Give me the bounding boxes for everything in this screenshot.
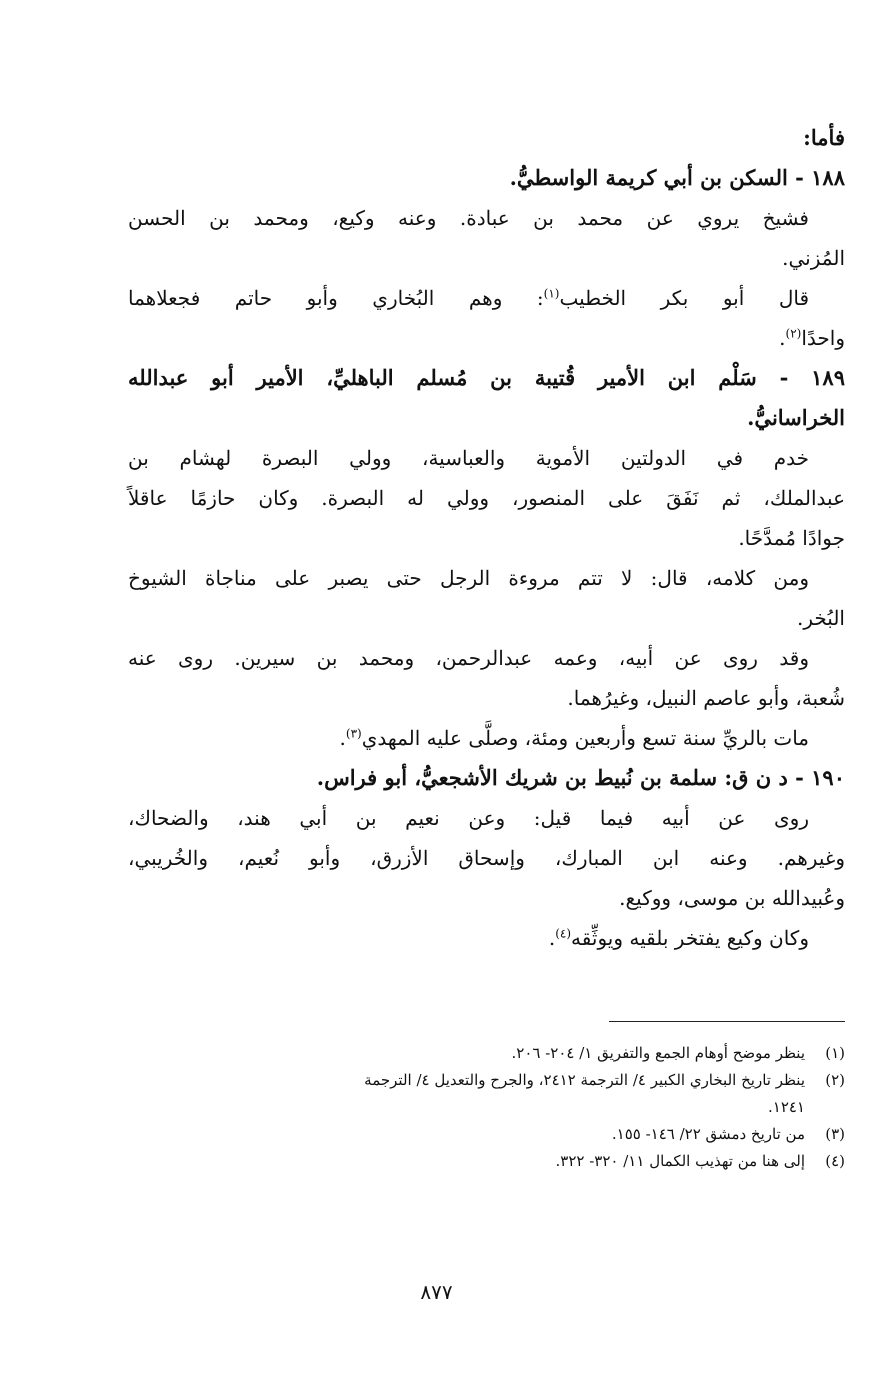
text-run: . (548, 926, 556, 950)
footnote-2 (128, 1067, 845, 1094)
text-run: واحدًا (801, 326, 845, 350)
footnote-number: (٤) (825, 1152, 845, 1170)
entry-188-citation-line (128, 318, 845, 358)
footnote-text: إلى هنا من تهذيب الكمال ١١/ ٣٢٠- ٣٢٢. (555, 1152, 805, 1170)
footnote-number: (٣) (825, 1125, 845, 1143)
footnote-ref-3: (٣) (345, 726, 362, 741)
entry-188-text-line: فشيخ يروي عن محمد بن عبادة. وعنه وكيع، ومحمد بن الحسن (128, 206, 809, 230)
footnote-3 (128, 1121, 845, 1148)
footnote-number: (١) (825, 1044, 845, 1062)
text-run: وكان وكيع يفتخر بلقيه ويوثِّقه (571, 926, 809, 950)
entry-189-text-line: البُخر. (797, 606, 845, 630)
entry-190-text-line: روى عن أبيه فيما قيل: وعن نعيم بن أبي هند، والضحاك، (128, 806, 809, 830)
main-text (128, 118, 845, 958)
entry-189-text-line (128, 718, 845, 758)
entry-190-heading: ١٩٠ - د ن ق: سلمة بن نُبيط بن شريك الأشجعيُّ، أبو فراس. (316, 765, 845, 790)
footnote-separator (609, 1021, 845, 1022)
text-run: قال أبو بكر الخطيب (559, 286, 810, 310)
entry-190-text-line (128, 918, 845, 958)
entry-189-heading: ١٨٩ - سَلْم ابن الأمير قُتيبة بن مُسلم الباهليِّ، الأمير أبو عبدالله (128, 365, 845, 390)
page-number: ٨٧٧ (420, 1280, 453, 1304)
footnote-text: ينظر موضح أوهام الجمع والتفريق ١/ ٢٠٤- ٢٠٦. (511, 1044, 805, 1062)
footnote-number: (٢) (825, 1071, 845, 1089)
entry-190-text-line: وغيرهم. وعنه ابن المبارك، وإسحاق الأزرق، وأبو نُعيم، والخُريبي، (128, 846, 845, 870)
footnote-1 (128, 1040, 845, 1067)
entry-189-text-line: ومن كلامه، قال: لا تتم مروءة الرجل حتى يصبر على مناجاة الشيوخ (128, 566, 809, 590)
footnote-ref-4: (٤) (555, 926, 572, 941)
section-intro: فأما: (803, 125, 845, 150)
text-run: مات بالريِّ سنة تسع وأربعين ومئة، وصلَّى عليه المهدي (361, 726, 809, 750)
footnotes (128, 1040, 845, 1175)
entry-189-text-line: شُعبة، وأبو عاصم النبيل، وغيرُهما. (567, 686, 845, 710)
entry-188-text-line: المُزني. (782, 246, 845, 270)
text-run: : وهم البُخاري وأبو حاتم فجعلاهما (128, 286, 544, 310)
footnote-4 (128, 1148, 845, 1175)
entry-189-text-line: عبدالملك، ثم نَفَقَ على المنصور، وولي له البصرة. وكان حازمًا عاقلاً (128, 486, 845, 510)
footnote-2-continuation: ١٢٤١. (767, 1098, 805, 1116)
text-run: . (339, 726, 346, 750)
footnote-ref-1: (١) (543, 286, 560, 301)
footnote-ref-2: (٢) (785, 326, 802, 341)
entry-188-citation-line (128, 278, 845, 318)
entry-189-text-line: جوادًا مُمدَّحًا. (738, 526, 845, 550)
entry-190-text-line: وعُبيدالله بن موسى، ووكيع. (619, 886, 845, 910)
footnote-text: من تاريخ دمشق ٢٢/ ١٤٦- ١٥٥. (611, 1125, 805, 1143)
footnote-text: ينظر تاريخ البخاري الكبير ٤/ الترجمة ٢٤١٢، والجرح والتعديل ٤/ الترجمة (364, 1071, 805, 1089)
entry-189-heading: الخراسانيُّ. (747, 405, 845, 430)
entry-189-text-line: وقد روى عن أبيه، وعمه عبدالرحمن، ومحمد بن سيرين. روى عنه (128, 646, 809, 670)
entry-189-text-line: خدم في الدولتين الأموية والعباسية، وولي البصرة لهشام بن (128, 446, 809, 470)
entry-188-heading: ١٨٨ - السكن بن أبي كريمة الواسطيُّ. (509, 165, 845, 190)
text-run: . (779, 326, 786, 350)
